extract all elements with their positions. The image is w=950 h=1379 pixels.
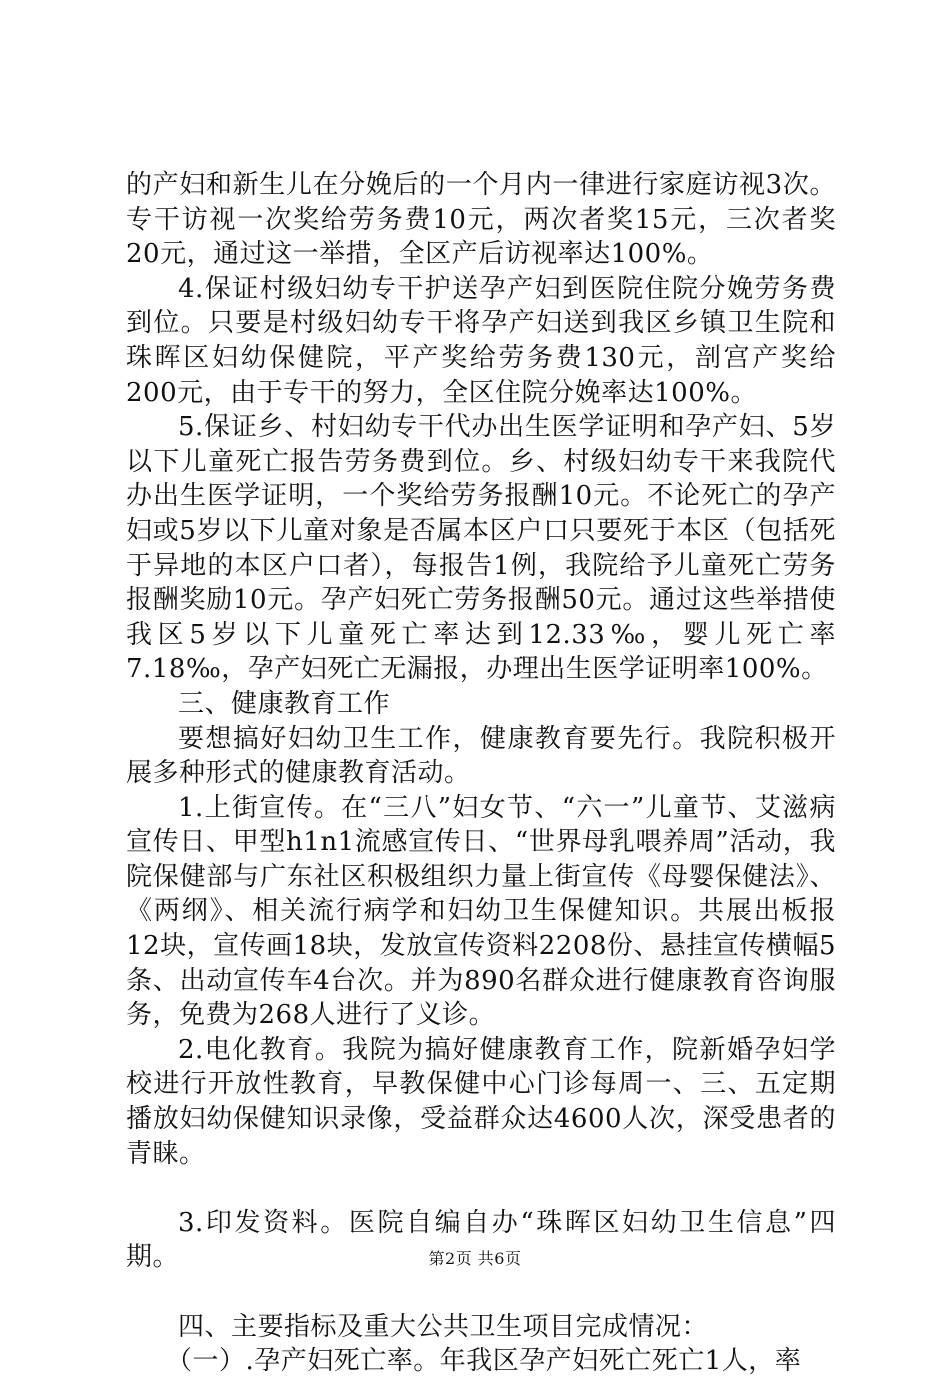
document-body — [126, 168, 836, 1379]
paragraph-3: 5.保证乡、村妇幼专干代办出生医学证明和孕产妇、5岁以下儿童死亡报告劳务费到位。乡、村级妇幼专干来我院代办出生医学证明，一个奖给劳务报酬10元。不论死亡的孕产妇或5岁以下儿童对象是否属本区户口只要死于本区（包括死于异地的本区户口者），每报告1例，我院给予儿童死亡劳务报酬奖励10元。孕产妇死亡劳务报酬50元。通过这些举措使我区5岁以下儿童死亡率达到12.33‰，婴儿死亡率7.18‰，孕产妇死亡无漏报，办理出生医学证明率100%。 — [126, 412, 836, 685]
paragraph-6: 1.上街宣传。在“三八”妇女节、“六一”儿童节、艾滋病宣传日、甲型h1n1流感宣传日、“世界母乳喂养周”活动，我院保健部与广东社区积极组织力量上街宣传《母婴保健法》、《两纲》、相关流行病学和妇幼卫生保健知识。共展出板报12块，宣传画18块，发放宣传资料2208份、悬挂宣传横幅5条、出动宣传车4台次。并为890名群众进行健康教育咨询服务，免费为268人进行了义诊。 — [126, 792, 836, 1031]
paragraph-7: 2.电化教育。我院为搞好健康教育工作，院新婚孕妇学校进行开放性教育，早教保健中心门诊每周一、三、五定期播放妇幼保健知识录像，受益群众达4600人次，深受患者的青睐。 — [126, 1034, 836, 1169]
paragraph-10: （一）.孕产妇死亡率。年我区孕产妇死亡死亡1人，率 — [166, 1346, 802, 1377]
paragraph-8: 3.印发资料。医院自编自办“珠晖区妇幼卫生信息”四期。 — [126, 1207, 836, 1273]
section-heading-health-education: 三、健康教育工作 — [178, 688, 391, 719]
paragraph-1: 的产妇和新生儿在分娩后的一个月内一律进行家庭访视3次。专干访视一次奖给劳务费10元，两次者奖15元，三次者奖20元，通过这一举措，全区产后访视率达100%。 — [126, 170, 836, 270]
paragraph-5: 要想搞好妇幼卫生工作，健康教育要先行。我院积极开展多种形式的健康教育活动。 — [126, 723, 836, 789]
paragraph-2: 4.保证村级妇幼专干护送孕产妇到医院住院分娩劳务费到位。只要是村级妇幼专干将孕产妇送到我区乡镇卫生院和珠晖区妇幼保健院，平产奖给劳务费130元，剖宫产奖给200元，由于专干的努力，全区住院分娩率达100%。 — [126, 273, 836, 408]
section-heading-main-indicators: 四、主要指标及重大公共卫生项目完成情况： — [178, 1311, 709, 1342]
page-footer: 第2页 共6页 — [428, 1249, 522, 1268]
